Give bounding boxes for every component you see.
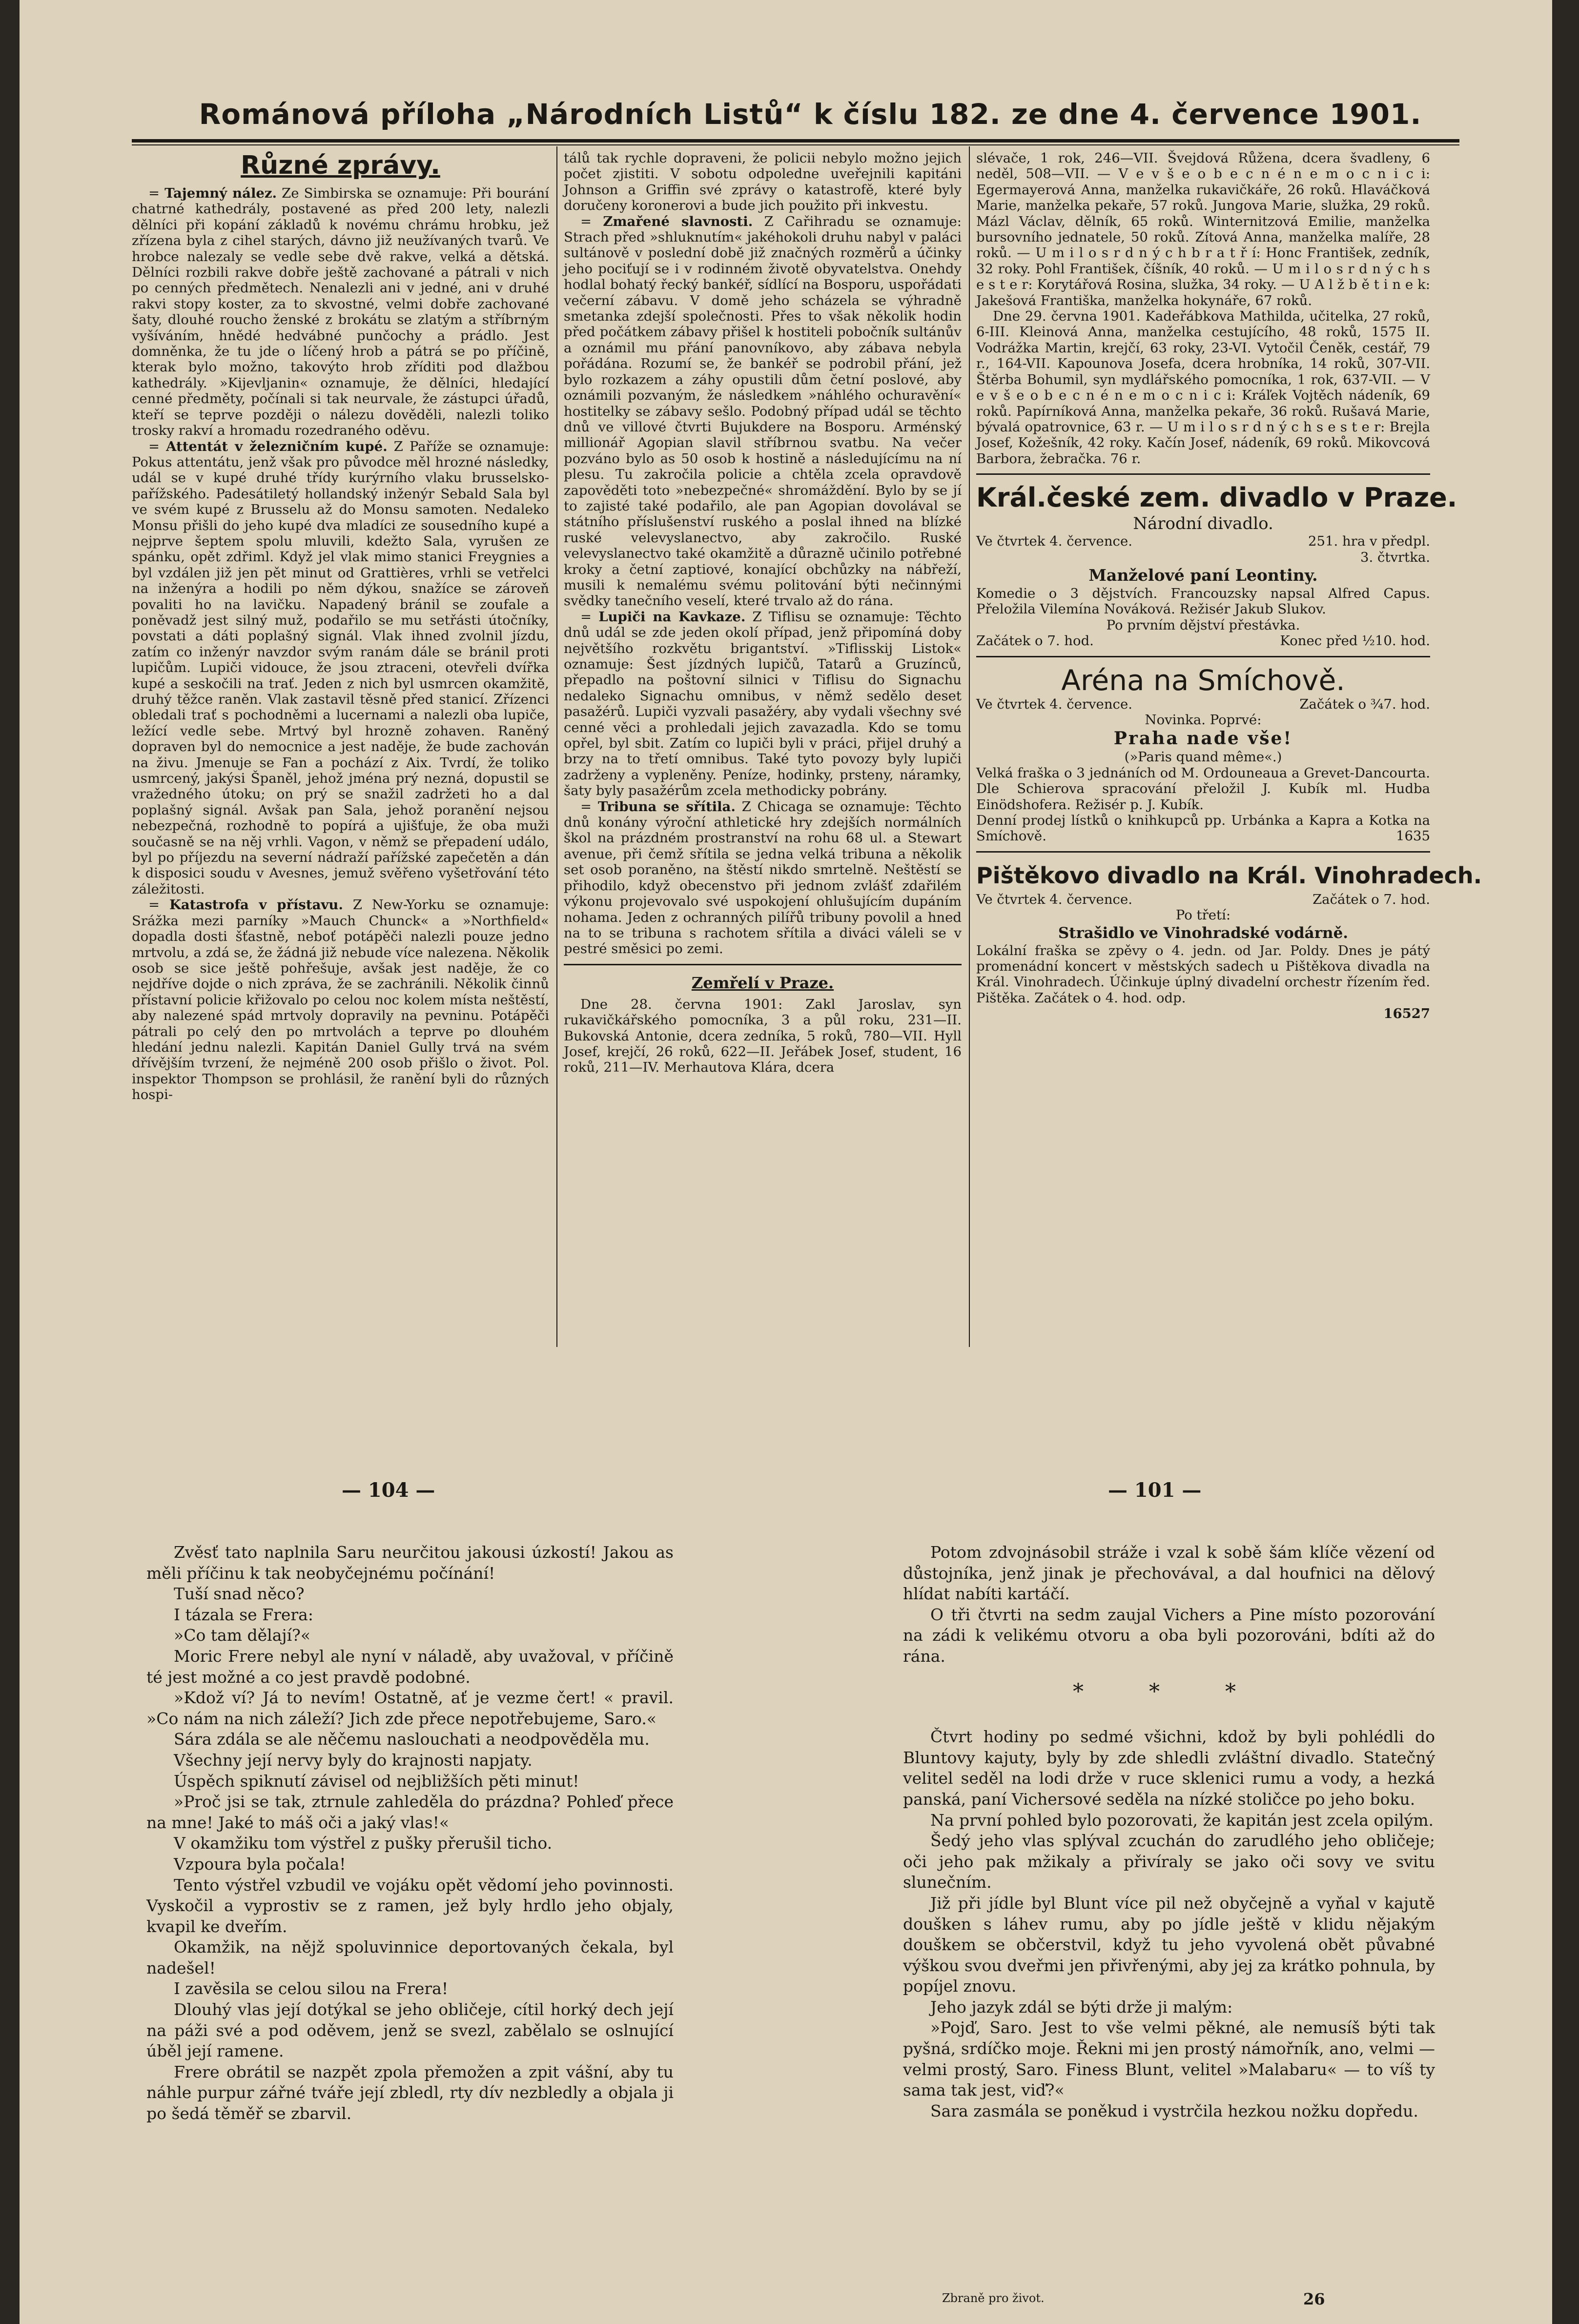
theatre-national-times: Začátek o 7. hod. Konec před ½10. hod.	[976, 633, 1430, 649]
column-divider-1	[556, 146, 557, 1347]
novel-page-right	[903, 1542, 1435, 2284]
novel-paragraph: Okamžik, na nějž spoluvinnice deportovaných čekala, byl nadešel!	[146, 1937, 674, 1977]
theatre-arena-title: Aréna na Smíchově.	[1061, 663, 1345, 697]
column-1	[132, 150, 549, 1331]
novel-paragraph: Všechny její nervy byly do krajnosti napjaty.	[174, 1750, 533, 1770]
novel-paragraph: Moric Frere nebyl ale nyní v náladě, aby uvažoval, v příčině té jest možné a co jest pravdě podobné.	[146, 1646, 674, 1687]
novel-paragraph: I tázala se Frera:	[174, 1605, 313, 1624]
scan-edge-left	[0, 0, 20, 2324]
news-item: = Tajemný nález. Ze Simbirska se oznamuje: Při bourání chatrné kathedrály, postavené as před 200 lety, nalezli dělníci při kopání základů k novému chrámu hrobku, jež zřízena byla z cihel starých, dávno již neužívaných tvarů. Ve hrobce nalezaly se vedle sebe dvě rakve, velká a dětská. Dělníci rozbili rakve dobře ještě zachované a pátrali v nich po cenných předmětech. Nenalezli ani v jedné, ani v druhé rakvi stopy koster, za to skvostné, velmi dobře zachované šaty, dlouhé roucho ženské z brokátu se zlatým a stříbrným vyšíváním, hnědé hedvábné punčochy a prádlo. Jest domněnka, že tu jde o líčený hrob a pátrá se po příčině, kterak bylo možno, takovýto hrob zříditi pod dlažbou kathedrály. »Kijevljanin« oznamuje, že dělníci, hledající cenné předměty, počínali si tak neurvale, že zástupci úřadů, kteří se teprve později o nálezu dověděli, nalezli toliko trosky rakví a hromadu rozedraného oděvu.	[132, 185, 549, 439]
novel-paragraph: »Pojď, Saro. Jest to vše velmi pěkné, ale nemusíš býti tak pyšná, srdíčko moje. Řekni mi jen prostý námořník, ano, velmi — velmi prostý, Saro. Finess Blunt, velitel »Malabaru« — to víš ty sama tak jest, viď?«	[903, 2018, 1435, 2100]
theatre-national-title: Král.české zem. divadlo v Praze.	[976, 482, 1457, 513]
novel-paragraph: Vzpoura byla počala!	[174, 1854, 346, 1874]
theatre-national-quarter: 3. čtvrtka.	[1360, 549, 1430, 565]
novel-paragraph: Tuší snad něco?	[174, 1584, 305, 1604]
deaths-list-29: Dne 29. června 1901. Kadeřábkova Mathilda, učitelka, 27 roků, 6-III. Kleinová Anna, manželka cestujícího, 48 roků, 1575 II. Vodrážka Martin, krejčí, 63 roky, 23-VI. Vytočil Čeněk, cestář, 79 r., 164-VII. Kapounova Josefa, dcera hrobníka, 14 roků, 307-VII. Štěrba Bohumil, syn mydlářského pomocníka, 1 rok, 637-VII. — V e v š e o b e c n é n e m o c n i c i: Kráľek Vojtěch nádeník, 69 roků. Papírníková Anna, manželka pekaře, 36 roků. Rušavá Marie, bývalá opatrovnice, 63 r. — U m i l o s r d n ý c h s e s t e r: Brejla Josef, Kožešník, 42 roky. Kačín Josef, nádeník, 69 roků. Mikovcová Barbora, žebračka. 76 r.	[976, 308, 1430, 467]
novel-paragraph: V okamžiku tom výstřel z pušky přerušil ticho.	[174, 1834, 553, 1853]
theatre-national-date-row: Ve čtvrtek 4. července. 251. hra v předpl.	[976, 533, 1430, 550]
scan-edge-right	[1552, 0, 1579, 2324]
novel-paragraph: Frere obrátil se nazpět zpola přemožen a zpit vášní, aby tu náhle purpur zářné tváře její zbledl, rty dív nezbledly a objala ji po šedá těměř se zbarvil.	[146, 2062, 674, 2123]
divider	[976, 851, 1430, 853]
theatre-arena-play-sub: (»Paris quand même«.)	[1124, 749, 1282, 765]
news-item: tálů tak rychle dopraveni, že policii nebylo možno jejich počet zjistiti. V sobotu odpoledne uveřejnili kapitáni Johnson a Griffin své zprávy o katastrofě, které byly doručeny koronerovi a bude jich použito při inkvestu.	[564, 150, 962, 214]
novel-paragraph: Zvěsť tato naplnila Saru neurčitou jakousi úzkostí! Jakou as měli příčinu k tak neobyčejnému počínání!	[146, 1543, 674, 1583]
novel-paragraph: Čtvrt hodiny po sedmé všichni, kdož by byli pohlédli do Bluntovy kajuty, byly by zde shledli zvláštní divadlo. Statečný velitel seděl na lodi drže v ruce sklenici rumu a vody, a hezká panská, paní Vichersové seděla na nízké stoličce po jeho boku.	[903, 1727, 1435, 1809]
header-rule	[132, 139, 1459, 143]
page-header: Románová příloha „Národních Listů“ k číslu 182. ze dne 4. července 1901.	[199, 98, 1422, 131]
header-rule-thin	[132, 144, 1459, 145]
news-item: = Zmařené slavnosti. Z Cařihradu se oznamuje: Strach před »shluknutím« jakéhokoli druhu nabyl v paláci sultánově v poslední době již značných rozměrů a účinky jeho pociťují se i v rodinném životě obyvatelstva. Onehdy hodlal bohatý řecký bankéř, sídlící na Bosporu, uspořádati večerní zábavu. V domě jeho scházela se výhradně smetanka zdejší společnosti. Přes to však několik hodin před počátkem zábavy přišel k hostiteli pobočník sultánův a oznámil mu přání panovníkovo, aby zábava nebyla pořádána. Rozumí se, že bankéř se podrobil přání, jež bylo rozkazem a záhy opustili dům četní poslové, aby oznámili pozvaným, že následkem »náhlého ochuravění« hostitelky se zábavy sešlo. Podobný případ udál se těchto dnů ve villové čtvrti Bujukdere na Bosporu. Arménský millionář Agopian slavil stříbrnou svatbu. Na večer pozváno bylo as 50 osob k hostině a následujícímu na ní plesu. Tu zakročila policie a chtěla zcela opravdově zapověděti toto »nebezpečné« shromáždění. Bylo by se jí to zajisté také podařilo, ale pan Agopian dovolával se státního příslušenství ruského a poslal ihned na blízké ruské velevyslanectvo, aby zakročilo. Ruské velevyslanectvo také okamžitě a důrazně učinilo potřebné kroky a četní zaptiové, konající obchůzky na nábřeží, musili k nemalému svému politování býti nečinnými svědky tanečního veselí, které trvalo až do rána.	[564, 213, 962, 609]
news-item: = Lupiči na Kavkaze. Z Tiflisu se oznamuje: Těchto dnů udál se zde jeden okolí případ, jenž připomíná doby největšího rozkvětu brigantství. »Tiflisskij Listok« oznamuje: Šest jízdných lupičů, Tatarů a Gruzínců, přepadlo na poštovní silnici v Tiflisu do Signachu nedaleko Signachu omnibus, v němž sedělo deset pasažérů. Lupiči vyzvali pasažéry, aby vydali všechny své cenné věci a prohledali jejich zavazadla. Kdo se tomu opřel, byl sbit. Zatím co lupiči byli v práci, přijel druhý a brzy na to třetí omnibus. Také tyto povozy byly lupiči zadrženy a vypleněny. Peníze, hodinky, prsteny, náramky, šaty byly pasažérům zcela methodicky pobrány.	[564, 609, 962, 799]
novel-paragraph: Potom zdvojnásobil stráže i vzal k sobě šám klíče vězení od důstojníka, jenž jinak je přechovával, a dal houfnici na dělový hlídat nabíti kartáčí.	[903, 1543, 1435, 1604]
novel-paragraph: Šedý jeho vlas splýval zcuchán do zarudlého jeho obličeje; oči jeho pak mžikaly a přivíraly se jako oči sovy ve svitu slunečním.	[903, 1831, 1435, 1892]
news-item: = Attentát v železničním kupé. Z Paříže se oznamuje: Pokus attentátu, jenž však pro původce měl hrozné následky, udál se v kupé druhé třídy kurýrního vlaku brusselsko-pařížského. Padesátiletý hollandský inženýr Sebald Sala byl ve svém kupé z Brusselu až do Monsu samoten. Nedaleko Monsu přišli do jeho kupé dva mladíci ze sousedního kupé a nejprve šeptem spolu mluvili, kdežto Sala, vyrušen ze spánku, opět zdřiml. Když jel vlak mimo stanici Freygnies a byl vzdálen již jen pět minut od Grattières, vrhli se vetřelci na inženýra a hodili po něm dýkou, snažíce se zároveň povaliti ho na lavičku. Napadený bránil se zoufale a poněvadž jest silný muž, podařilo se mu setřásti útočníky, povstati a dáti poplašný signál. Vlak ihned zvolnil jízdu, zatím co inženýr navzdor svým ranám dále se bránil proti lupičům. Lupiči vidouce, že jsou ztraceni, otevřeli dvířka kupé a seskočili na trať. Jeden z nich byl usmrcen okamžitě, druhý těžce raněn. Vlak zastavil těsně před stanicí. Zřízenci obledali trať s pochodněmi a lucernami a nalezli oba lupiče, ležící vedle sebe. Mrtvý byl hrozně zohaven. Raněný dopraven byl do nemocnice a jest naděje, že bude zachován na živu. Jmenuje se Fan a pochází z Aix. Tvrdí, že toliko usmrcený, jakýsi Španěl, jehož jména prý nezná, dopustil se vražedného útoku; on prý se snažil zadržeti ho a dal poplašný signál. Avšak pan Sala, jehož poranění nejsou nebezpečná, rozhodně to popírá a ujišťuje, že oba muži současně se na něj vrhli. Vagon, v němž se přepadení událo, byl po příjezdu na severní nádraží pařížské zapečetěn a dán k disposici soudu v Avesnes, jemuž svěřeno vyšetřování této záležitosti.	[132, 438, 549, 897]
theatre-pistek-date-row: Ve čtvrtek 4. července. Začátek o 7. hod.	[976, 891, 1430, 907]
theatre-arena-novelty: Novinka. Poprvé:	[1145, 712, 1262, 728]
divider	[976, 656, 1430, 657]
divider	[564, 964, 962, 965]
novel-paragraph: Sára zdála se ale něčemu naslouchati a neodpověděla mu.	[174, 1730, 650, 1749]
theatre-pistek-tues: Po třetí:	[1175, 907, 1231, 923]
deaths-list-cont: slévače, 1 rok, 246—VII. Švejdová Růžena, dcera švadleny, 6 neděl, 508—VII. — V e v š e o b e c n é n e m o c n i c i: Egermayerová Anna, manželka rukavičkáře, 26 roků. Hlaváčková Marie, manželka pekaře, 57 roků. Jungova Marie, služka, 29 roků. Mázl Václav, dělník, 65 roků. Winternitzová Emilie, manželka bursovního jednatele, 50 roků. Zítová Anna, manželka malíře, 28 roků. — U m i l o s r d n ý c h b r a t ř í: Honc František, zedník, 32 roky. Pohl František, číšník, 40 roků. — U m i l o s r d n ý c h s e s t e r: Korytářová Rosina, služka, 34 roky. — U A l ž b ě t i n e k: Jakešová Františka, manželka hokynáře, 67 roků.	[976, 150, 1430, 308]
novel-page-left	[146, 1542, 674, 2289]
novel-paragraph: Úspěch spiknutí závisel od nejbližších pěti minut!	[174, 1771, 579, 1791]
news-item: = Tribuna se sřítila. Z Chicaga se oznamuje: Těchto dnů konány výroční athletické hry zdejších normálních škol na prázdném prostranství na rohu 68 ul. a Stewart avenue, při čemž sřítila se jedna velká tribuna a několik set osob poraněno, na štěstí nikdo smrtelně. Neštěstí se přihodilo, když obecenstvo při jednom zvlášť zdařilém výkonu projevovalo své uspokojení ohlušujícím dupáním nohama. Jeden z ochranných pilířů tribuny povolil a hned na to se tribuna s rachotem sřítila a diváci váleli se v pestré směsici po zemi.	[564, 798, 962, 957]
novel-paragraph: Jeho jazyk zdál se býti drže ji malým:	[930, 1997, 1233, 2017]
newspaper-page	[20, 0, 1552, 2324]
novel-paragraph: Na první pohled bylo pozorovati, že kapitán jest zcela opilým.	[930, 1810, 1434, 1830]
theatre-pistek-play: Strašidlo ve Vinohradské vodárně.	[1058, 924, 1349, 942]
novel-paragraph: I zavěsila se celou silou na Frera!	[174, 1979, 449, 1998]
theatre-arena-date-row: Ve čtvrtek 4. července. Začátek o ¾7. hod.	[976, 696, 1430, 712]
theatre-arena-desc: Velká fraška o 3 jednáních od M. Ordouneaua a Grevet-Dancourta. Dle Schierova spracování přeložil J. Kubík ml. Hudba Einödshofera. Režisér p. J. Kubík.	[976, 765, 1430, 813]
novel-paragraph: O tři čtvrti na sedm zaujal Vichers a Pine místo pozorování na zádi k velikému otvoru a oba byli pozorováni, bdíti až do rána.	[903, 1605, 1435, 1666]
deaths-title: Zemřelí v Praze.	[691, 973, 834, 992]
theatre-national-note: Po prvním dějství přestávka.	[1106, 617, 1300, 633]
theatre-pistek-desc: Lokální fraška se zpěvy o 4. jedn. od Jar. Poldy. Dnes je pátý promenádní koncert v městských sadech u Pištěkova divadla na Král. Vinohradech. Účinkuje úplný divadelní orchestr řízením řed. Pištěka. Začátek o 4. hod. odp.	[976, 942, 1430, 1006]
page-number-right: — 101 —	[1108, 1479, 1202, 1502]
news-item: = Katastrofa v přístavu. Z New-Yorku se oznamuje: Srážka mezi parníky »Mauch Chunck« a »Northfield« dopadla dosti šťastně, neboť potápěči nalezli pouze jedno mrtvolu, a zdá se, že žádná již nebude více nalezena. Několik osob se sice ještě pohřešuje, avšak jest naděje, že co nejdříve dojde o nich zpráva, že se zachránili. Několik činnů přístavní policie křižovalo po celou noc kolem místa neštěstí, aby nalezené spád mrtvoly dopravily na pevninu. Potápěči pátrali po celý den po mrtvolách a teprve po dlouhém hledání jednu nalezli. Kapitán Daniel Gully trvá na svém dřívějším tvrzení, že nejméně 200 osob přišlo o život. Pol. inspektor Thompson se prohlásil, že ranění byli do různých hospi-	[132, 897, 549, 1103]
theatre-national-subtitle: Národní divadlo.	[1133, 514, 1273, 534]
column-divider-2	[969, 146, 970, 1347]
deaths-list: Dne 28. června 1901: Zakl Jaroslav, syn rukavičkářského pomocníka, 3 a půl roku, 231—II. Bukovská Antonie, dcera zedníka, 5 roků, 780—VII. Hyll Josef, krejčí, 26 roků, 622—II. Jeřábek Josef, student, 16 roků, 211—IV. Merhautova Klára, dcera	[564, 996, 962, 1076]
theatre-pistek-num: 16527	[1383, 1006, 1430, 1022]
footer-imprint: Zbraně pro život.	[942, 2291, 1045, 2305]
theatre-arena-sale: Denní prodej lístků o knihkupců pp. Urbánka a Kapra a Kotka na Smíchově. 1635	[976, 813, 1430, 844]
novel-paragraph: »Co tam dělají?«	[174, 1626, 311, 1645]
theatre-arena-play: Praha nade vše!	[1113, 728, 1293, 749]
theatre-pistek-title: Pištěkovo divadlo na Král. Vinohradech.	[976, 862, 1482, 889]
section-break: * * *	[1073, 1679, 1265, 1704]
column-2	[564, 150, 962, 1331]
page-number-left: — 104 —	[342, 1479, 435, 1502]
novel-paragraph: Dlouhý vlas její dotýkal se jeho obličeje, cítil horký dech její na páži své a pod oděvem, jenž se svezl, zabělalo se oslnující úběl její ramene.	[146, 2000, 674, 2061]
novel-paragraph: Již při jídle byl Blunt více pil než obyčejně a vyňal v kajutě doušken s láhev rumu, aby po jídle ještě v klidu nějakým douškem se občerstvil, když tu jeho vyvolená obět půvabné výškou svou dveřmi jen přivřenými, aby jej za krátko pohnula, by popíjel znovu.	[903, 1893, 1435, 1996]
novel-paragraph: »Proč jsi se tak, ztrnule zahleděla do prázdna? Pohleď přece na mne! Jaké to máš oči a jaký vlas!«	[146, 1792, 674, 1832]
novel-paragraph: Tento výstřel vzbudil ve vojáku opět vědomí jeho povinnosti. Vyskočil a vyprostiv se z ramen, jež byly hrdlo jeho objaly, kvapil ke dveřím.	[146, 1875, 674, 1936]
novel-paragraph: »Kdož ví? Já to nevím! Ostatně, ať je vezme čert! « pravil. »Co nám na nich záleží? Jich zde přece nepotřebujeme, Saro.«	[146, 1688, 674, 1728]
novel-paragraph: Sara zasmála se poněkud i vystrčila hezkou nožku dopředu.	[930, 2101, 1418, 2120]
footer-signature: 26	[1303, 2290, 1325, 2308]
column-3	[976, 150, 1482, 1341]
divider	[976, 473, 1430, 475]
theatre-national-play: Manželové paní Leontiny.	[1088, 565, 1318, 585]
theatre-national-desc: Komedie o 3 dějstvích. Francouzsky napsal Alfred Capus. Přeložila Vilemína Nováková. Režisér Jakub Slukov.	[976, 585, 1430, 617]
section-title: Různé zprávy.	[241, 151, 440, 180]
